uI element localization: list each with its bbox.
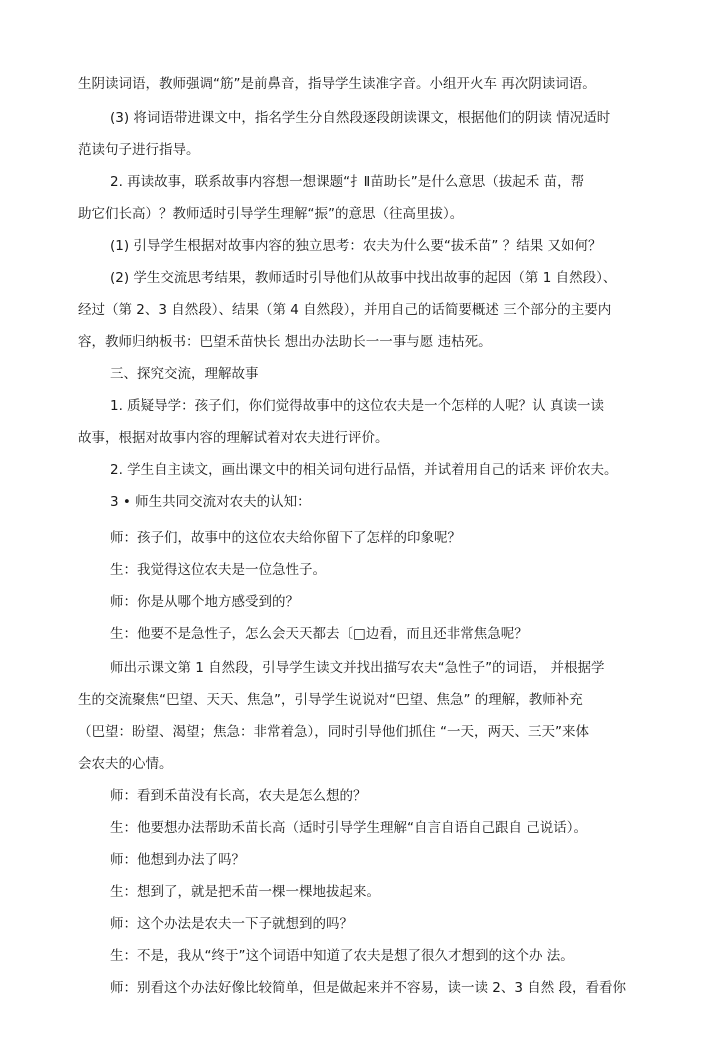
text-line-6: (1) 引导学生根据对故事内容的独立思考：农夫为什么要“拔禾苗” ？结果 又如何？	[110, 238, 602, 254]
text-line-22: 会农夫的心情。	[78, 756, 173, 772]
dialogue-line-5: 师：看到禾苗没有长高，农夫是怎么想的？	[110, 788, 367, 804]
text-line-9: 容，教师归纳板书：巴望禾苗快长 想出办法助长一一事与愿 违枯死。	[78, 334, 492, 350]
text-line-12: 故事，根据对故事内容的理解试着对农夫进行评价。	[78, 430, 389, 446]
text-line-19: 师出示课文第 1 自然段，引导学生读文并找出描写农夫“急性子”的词语， 并根据学	[110, 660, 605, 676]
text-line-20: 生的交流聚焦“巴望、天天、焦急”，引导学生说说对“巴望、焦急” 的理解，教师补充	[78, 692, 583, 708]
text-line-13: 2. 学生自主读文，画出课文中的相关词句进行品悟，并试着用自己的话来 评价农夫。	[110, 462, 618, 478]
section-heading: 三、探究交流，理解故事	[110, 366, 259, 382]
dialogue-line-7: 师：他想到办法了吗？	[110, 852, 245, 868]
dialogue-line-11: 师：别看这个办法好像比较简单，但是做起来并不容易，读一读 2、3 自然 段，看看你	[110, 980, 627, 996]
text-line-4: 2. 再读故事，联系故事内容想一想课题“扌Ⅱ苗助长”是什么意思（拔起禾 苗，帮	[110, 174, 585, 190]
text-line-5: 助它们长高）？教师适时引导学生理解“振”的意思（往高里拔）。	[78, 206, 464, 222]
dialogue-line-4: 生：他要不是急性子，怎么会天天都去〔□边看，而且还非常焦急呢？	[110, 626, 528, 642]
text-line-21: （巴望：盼望、渴望；焦急：非常着急），同时引导他们抓住 “一天，两天、三天”来体	[78, 724, 590, 740]
text-line-3: 范读句子进行指导。	[78, 142, 200, 158]
dialogue-line-2: 生：我觉得这位农夫是一位急性子。	[110, 562, 326, 578]
dialogue-line-1: 师：孩子们，故事中的这位农夫给你留下了怎样的印象呢？	[110, 530, 461, 546]
dialogue-line-8: 生：想到了，就是把禾苗一棵一棵地拔起来。	[110, 884, 380, 900]
text-line-14: 3 • 师生共同交流对农夫的认知：	[110, 494, 311, 510]
text-line-11: 1. 质疑导学：孩子们，你们觉得故事中的这位农夫是一个怎样的人呢？认 真读一读	[110, 398, 604, 414]
text-line-2: (3) 将词语带进课文中，指名学生分自然段逐段朗读课文，根据他们的阴读 情况适时	[110, 110, 611, 126]
dialogue-line-9: 师：这个办法是农夫一下子就想到的吗？	[110, 916, 353, 932]
dialogue-line-10: 生：不是，我从“终于”这个词语中知道了农夫是想了很久才想到的这个办 法。	[110, 948, 574, 964]
dialogue-line-3: 师：你是从哪个地方感受到的？	[110, 594, 299, 610]
dialogue-line-6: 生：他要想办法帮助禾苗长高（适时引导学生理解“自言自语自己跟自 己说话）。	[110, 820, 588, 836]
text-line-8: 经过（第 2、3 自然段）、结果（第 4 自然段），并用自己的话简要概述 三个部分的主要内	[78, 302, 612, 318]
text-line-7: (2) 学生交流思考结果，教师适时引导他们从故事中找出故事的起因（第 1 自然段）、	[110, 270, 617, 286]
text-line-1: 生阴读词语，教师强调“筋”是前鼻音，指导学生读准字音。小组开火车 再次阴读词语。	[78, 76, 596, 92]
